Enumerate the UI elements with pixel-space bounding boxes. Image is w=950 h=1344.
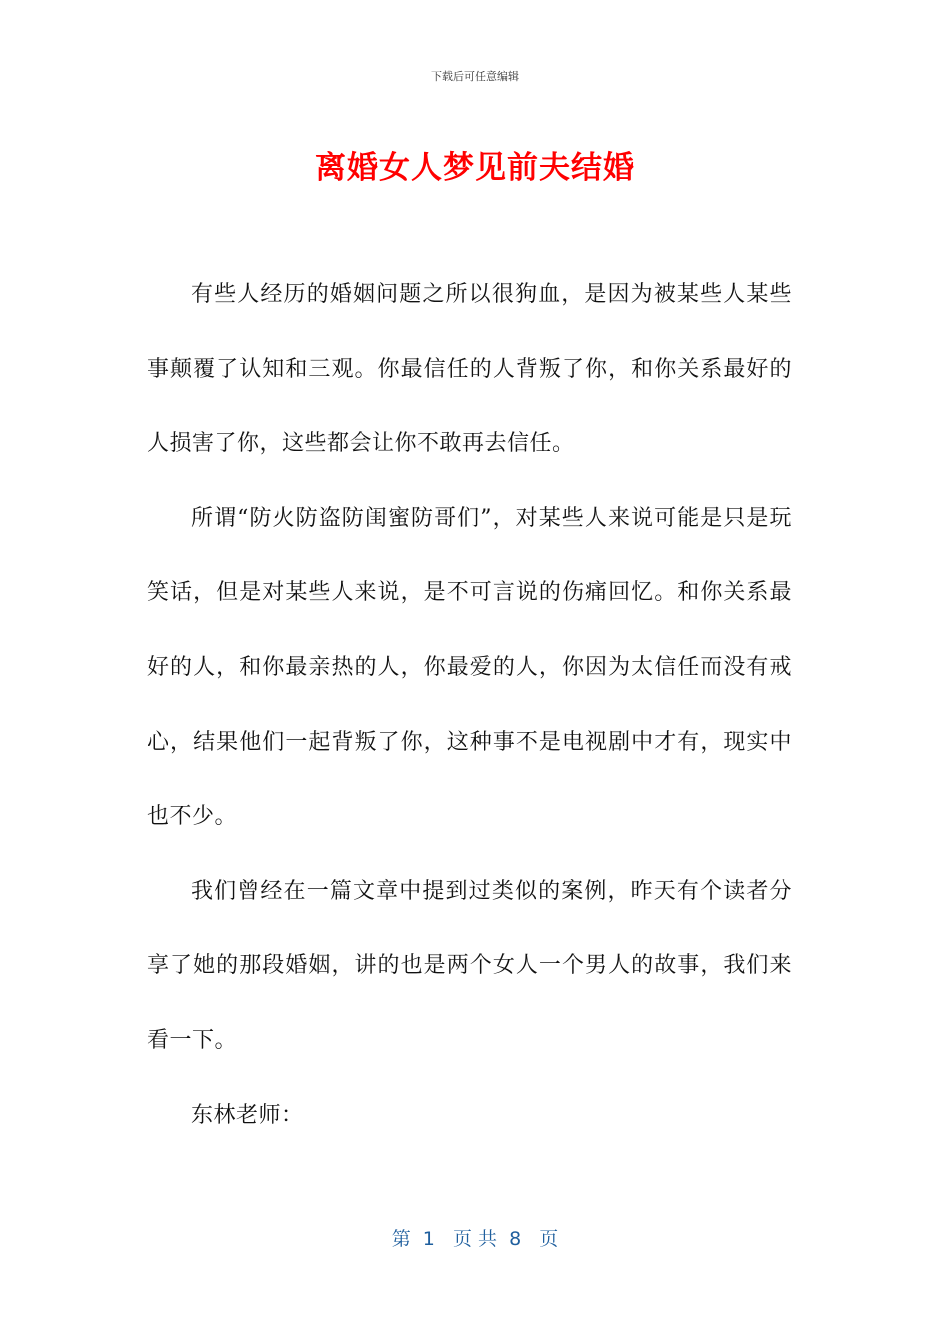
header-note: 下载后可任意编辑 xyxy=(431,70,519,83)
document-body xyxy=(147,258,792,1153)
paragraph-4: 东林老师： xyxy=(191,1102,304,1128)
paragraph-1: 有些人经历的婚姻问题之所以很狗血，是因为被某些人某些事颠覆了认知和三观。你最信任的人背叛了你，和你关系最好的人损害了你，这些都会让你不敢再去信任。 xyxy=(147,282,792,457)
page-number-footer: 第 1 页 共 8 页 xyxy=(391,1228,559,1250)
paragraph-3: 我们曾经在一篇文章中提到过类似的案例，昨天有个读者分享了她的那段婚姻，讲的也是两个女人一个男人的故事，我们来看一下。 xyxy=(147,878,792,1053)
paragraph-2: 所谓“防火防盗防闺蜜防哥们”，对某些人来说可能是只是玩笑话，但是对某些人来说，是不可言说的伤痛回忆。和你关系最好的人，和你最亲热的人，你最爱的人，你因为太信任而没有戒心，结果他们一起背叛了你，这种事不是电视剧中才有，现实中也不少。 xyxy=(147,505,792,830)
document-title: 离婚女人梦见前夫结婚 xyxy=(315,150,635,186)
